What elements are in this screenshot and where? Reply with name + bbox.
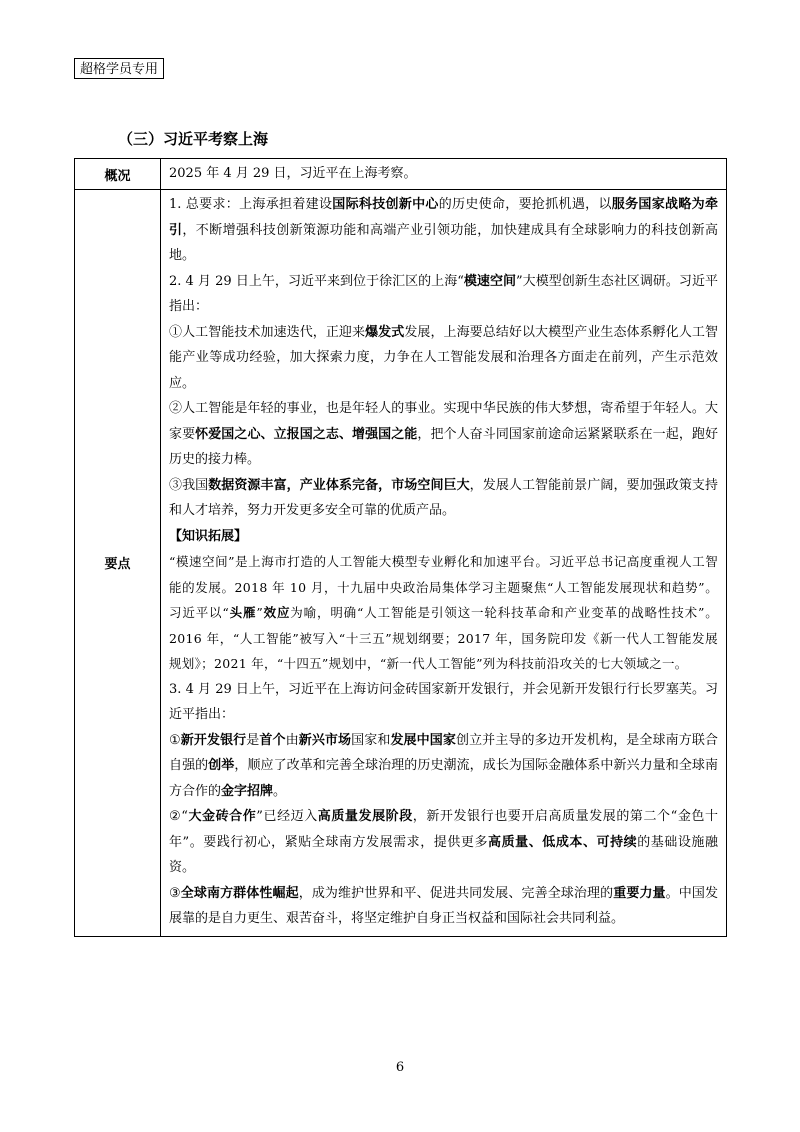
overview-row — [75, 159, 727, 190]
text-run: “模速空间”是上海市打造的人工智能大模型专业孵化和加速平台。习近平总书记高度重视人工智能的发展。2018 年 10 月，十九届中央政治局集体学习主题聚焦“人工智能发展现状和趋势”。习近平以“ — [169, 554, 718, 620]
paragraph-ai-point-1 — [169, 320, 718, 397]
paragraph-modu-space-visit — [169, 269, 718, 320]
emphasis-text: 高质量、低成本、可持续 — [488, 834, 638, 850]
emphasis-text: 金字招牌 — [221, 783, 274, 799]
text-run: 。 — [273, 783, 287, 799]
paragraph-ndb-visit — [169, 677, 718, 728]
emphasis-text: 全球南方群体性崛起 — [180, 885, 299, 901]
emphasis-text: 大金砖合作 — [187, 809, 257, 824]
text-run: ” — [256, 605, 264, 620]
text-run: 发展，上海要总结好以大模型产业生态体系孵化人工智能产业等成功经验，加大探索力度，力争在人工智能发展和治理各方面走在前列，产生示范效应。 — [169, 324, 718, 391]
text-run: 由 — [285, 732, 299, 748]
overview-text: 2025 年 4 月 29 日，习近平在上海考察。 — [161, 159, 727, 190]
paragraph-ndb-point-2 — [169, 804, 718, 881]
emphasis-text: 国际科技创新中心 — [332, 197, 439, 212]
text-run: 为喻，明确“人工智能是引领这一轮科技革命和产业变革的战略性技术”。2016 年，“人工智能”被写入“十三五”规划纲要；2017 年，国务院印发《新一代人工智能发展规划》；2021 年，“十四五”规划中，“新一代人工智能”列为科技前沿攻关的七大领域之一。 — [169, 605, 719, 671]
emphasis-text: 高质量发展阶段 — [317, 809, 413, 824]
text-run: 1. 总要求：上海承担着建设 — [169, 197, 333, 212]
emphasis-text: 首个 — [259, 732, 286, 748]
text-run: 的基础设施融资。 — [169, 834, 718, 875]
text-run: ②人工智能是年轻的事业，也是年轻人的事业。实现中华民族的伟大梦想，寄希望于年轻人。大家要 — [169, 401, 718, 442]
text-run: 的历史使命，要抢抓机遇，以 — [438, 197, 612, 212]
paragraph-general-requirement — [169, 192, 718, 269]
points-row — [75, 190, 727, 937]
text-run: 2. 4 月 29 日上午，习近平来到位于徐汇区的上海“ — [169, 273, 464, 289]
emphasis-text: 创举 — [208, 758, 235, 773]
emphasis-text: 怀爱国之心、立报国之志、增强国之能 — [195, 426, 418, 442]
knowledge-extension-heading — [169, 524, 718, 550]
points-content — [161, 190, 727, 937]
text-run: ”已经迈入 — [256, 809, 318, 824]
emphasis-text: 【知识拓展】 — [169, 528, 248, 544]
text-run: ③我国 — [169, 477, 209, 493]
paragraph-ndb-point-1 — [169, 728, 718, 805]
text-run: ③ — [169, 885, 181, 901]
text-run: 。中国发展靠的是自力更生、艰苦奋斗，将坚定维护自身正当权益和国际社会共同利益。 — [169, 885, 718, 926]
emphasis-text: 发展中国家 — [390, 732, 456, 748]
text-run: 创立并主导的多边开发机构，是全球南方联合自强的 — [169, 732, 718, 773]
text-run: 3. 4 月 29 日上午，习近平在上海访问金砖国家新开发银行，并会见新开发银行行长罗塞芙。习近平指出： — [169, 681, 718, 722]
audience-tag: 超格学员专用 — [74, 58, 164, 79]
section-title: （三）习近平考察上海 — [118, 130, 269, 148]
text-run: ，不断增强科技创新策源功能和高端产业引领功能，加快建成具有全球影响力的科技创新高地。 — [169, 222, 718, 263]
emphasis-text: 新开发银行 — [180, 732, 247, 748]
text-run: ”大模型创新生态社区调研。习近平指出： — [169, 273, 718, 314]
text-run: 国家和 — [351, 732, 391, 748]
text-run: 是 — [246, 732, 260, 748]
text-run: ，发展人工智能前景广阔，要加强政策支持和人才培养，努力开发更多安全可靠的优质产品。 — [169, 477, 718, 518]
overview-label: 概况 — [75, 159, 161, 190]
text-run: ，把个人奋斗同国家前途命运紧紧联系在一起，跑好历史的接力棒。 — [169, 426, 718, 467]
emphasis-text: 爆发式 — [365, 324, 405, 340]
points-label: 要点 — [75, 190, 161, 937]
emphasis-text: 头雁 — [229, 605, 257, 620]
content-table — [74, 158, 727, 937]
emphasis-text: 模速空间 — [463, 273, 516, 289]
emphasis-text: 新兴市场 — [298, 732, 352, 748]
paragraph-ai-point-3 — [169, 473, 718, 524]
emphasis-text: 数据资源丰富，产业体系完备，市场空间巨大 — [208, 477, 470, 493]
emphasis-text: 重要力量 — [613, 885, 666, 901]
text-run: ，成为维护世界和平、促进共同发展、完善全球治理的 — [298, 885, 614, 901]
emphasis-text: 服务国家战略为牵引 — [169, 197, 718, 238]
text-run: ①人工智能技术加速迭代，正迎来 — [169, 324, 366, 340]
page-number: 6 — [395, 1060, 405, 1075]
text-run: ① — [169, 732, 181, 748]
knowledge-extension-text — [169, 549, 718, 677]
text-run: ，顺应了改革和完善全球治理的历史潮流，成长为国际金融体系中新兴力量和全球南方合作的 — [169, 758, 718, 799]
text-run: ②“ — [169, 809, 188, 824]
text-run: ，新开发银行也要开启高质量发展的第二个“金色十年”。要践行初心，紧贴全球南方发展需求，提供更多 — [169, 809, 718, 850]
emphasis-text: 效应 — [263, 605, 291, 620]
paragraph-ai-point-2 — [169, 396, 718, 473]
paragraph-ndb-point-3 — [169, 881, 718, 932]
